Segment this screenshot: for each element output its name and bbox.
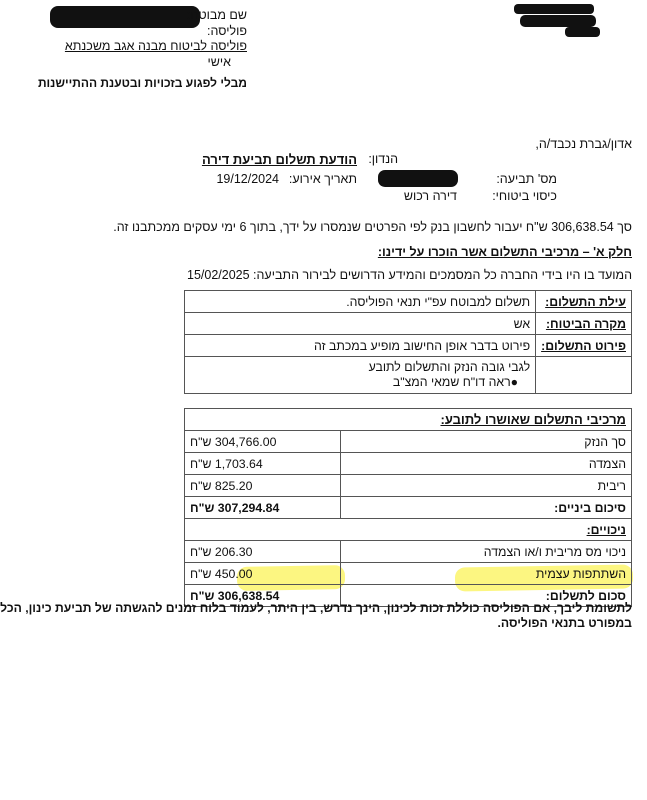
empty-label-cell [536,357,632,394]
table-row [185,431,632,453]
indexation-amount: 1,703.64 ש"ח [185,453,341,475]
subtotal-label: סיכום ביניים: [341,497,632,519]
table-row [185,409,632,431]
event-date-label: תאריך אירוע: [288,172,357,186]
total-label: סכום לתשלום: [341,585,632,607]
personal-label: אישי [207,55,231,69]
greeting: אדון/גברת נכבד/ה, [535,137,632,151]
payment-detail-value: פירוט בדבר אופן החישוב מופיע במכתב זה [185,335,536,357]
deadline-sentence: המועד בו היו בידי החברה כל המסמכים והמידע הדרושים לבירור התביעה: 15/02/2025 [187,268,632,282]
coverage-label: כיסוי ביטוחי: [492,189,557,203]
payment-components-table [184,408,632,607]
subject-prefix: הנדון: [368,152,398,166]
interest-label: ריבית [341,475,632,497]
redaction-insured-name [50,6,200,28]
redaction-claim-number [378,170,458,187]
policy-label: פוליסה: [207,24,247,38]
coverage-value: דירה רכוש [403,189,457,203]
tax-deduction-amount: 206.30 ש"ח [185,541,341,563]
closing-note-line2: במפורט בתנאי הפוליסה. [497,616,632,627]
payment-detail-label: פירוט התשלום: [536,335,632,357]
total-amount: 306,638.54 ש"ח [185,585,341,607]
damage-note-cell [185,357,536,394]
table-row [185,497,632,519]
subject-title: הודעת תשלום תביעת דירה [201,152,357,167]
table-row [185,291,632,313]
payment-cause-label: עילת התשלום: [536,291,632,313]
insurance-event-value: אש [185,313,536,335]
table-row [185,519,632,541]
damage-note-line1: לגבי גובה הנזק והתשלום לתובע [368,360,531,374]
redaction-address-2 [520,15,596,27]
claim-number-label: מס' תביעה: [496,172,557,186]
payment-cause-value: תשלום למבוטח עפ"י תנאי הפוליסה. [185,291,536,313]
appraiser-report-note: ●ראה דו"ח שמאי המצ"ב [392,375,519,389]
table-row [185,453,632,475]
deductible-label: השתתפות עצמית [341,563,632,585]
insured-name-label: שם מבוטח: [186,8,247,22]
table-row [185,563,632,585]
table-row [185,541,632,563]
tax-deduction-label: ניכוי מס מריבית ו/או הצמדה [341,541,632,563]
rights-statement: מבלי לפגוע בזכויות ובטענת ההתיישנות [37,76,247,90]
table-row [185,335,632,357]
deductible-amount: 450.00 ש"ח [185,563,341,585]
components-title: מרכיבי התשלום שאושרו לתובע: [185,409,632,431]
closing-note-line2-crop [492,616,632,627]
redaction-address-3 [565,27,600,37]
indexation-label: הצמדה [341,453,632,475]
insurance-event-label: מקרה הביטוח: [536,313,632,335]
closing-note-line1: לתשומת ליבך, אם הפוליסה כוללת זכות לכינון, הינך נדרש, בין היתר, לעמוד בלוח זמנים להגשתה של תביעת כינון, הכל [0,601,632,615]
damage-total-label: סך הנזק [341,431,632,453]
event-date-value: 19/12/2024 [216,172,279,186]
redaction-address-1 [514,4,594,14]
section-a-title: חלק א' – מרכיבי התשלום אשר הוכרו על ידינו: [377,245,632,259]
table-row [185,357,632,394]
table-row [185,475,632,497]
deductions-title: ניכויים: [185,519,632,541]
payment-reasons-table [184,290,632,394]
policy-value: פוליסה לביטוח מבנה אגב משכנתא [64,39,247,53]
subtotal-amount: 307,294.84 ש"ח [185,497,341,519]
payment-sentence: סך 306,638.54 ש"ח יעבור לחשבון בנק לפי הפרטים שנמסרו על ידך, בתוך 6 ימי עסקים ממכתבנו זה. [113,220,632,234]
table-row [185,313,632,335]
damage-total-amount: 304,766.00 ש"ח [185,431,341,453]
interest-amount: 825.20 ש"ח [185,475,341,497]
